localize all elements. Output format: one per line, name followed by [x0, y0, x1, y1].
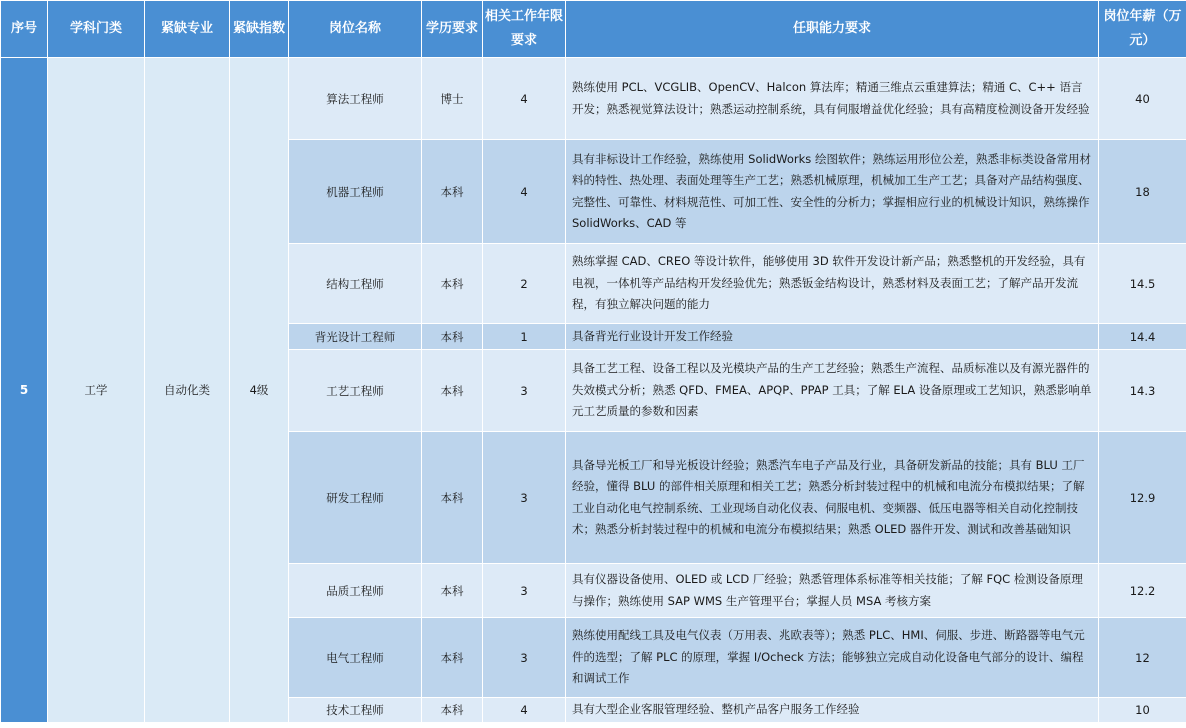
education-cell: 本科	[422, 140, 483, 244]
position-cell: 算法工程师	[289, 58, 422, 140]
salary-cell: 12.9	[1099, 432, 1186, 564]
position-cell: 研发工程师	[289, 432, 422, 564]
requirements-cell: 熟练使用 PCL、VCGLIB、OpenCV、Halcon 算法库；精通三维点云重建算法；精通 C、C++ 语言开发；熟悉视觉算法设计；熟悉运动控制系统，具有伺服增益优化经验；具有高精度检测设备开发经验	[566, 58, 1099, 140]
education-cell: 本科	[422, 324, 483, 350]
education-cell: 博士	[422, 58, 483, 140]
salary-cell: 40	[1099, 58, 1186, 140]
requirements-cell: 具有大型企业客服管理经验、整机产品客户服务工作经验	[566, 698, 1099, 723]
salary-cell: 18	[1099, 140, 1186, 244]
requirements-cell: 熟练使用配线工具及电气仪表（万用表、兆欧表等）；熟悉 PLC、HMI、伺服、步进、断路器等电气元件的选型；了解 PLC 的原理，掌握 I/Ocheck 方法；能够独立完成自动化设备电气部分的设计、编程和调试工作	[566, 618, 1099, 698]
header-index: 紧缺指数	[230, 1, 289, 58]
years-cell: 3	[483, 618, 566, 698]
years-cell: 3	[483, 350, 566, 432]
header-requirements: 任职能力要求	[566, 1, 1099, 58]
requirements-cell: 具备背光行业设计开发工作经验	[566, 324, 1099, 350]
header-education: 学历要求	[422, 1, 483, 58]
header-major: 紧缺专业	[145, 1, 230, 58]
position-cell: 工艺工程师	[289, 350, 422, 432]
position-cell: 结构工程师	[289, 244, 422, 324]
header-years: 相关工作年限要求	[483, 1, 566, 58]
salary-cell: 10	[1099, 698, 1186, 723]
education-cell: 本科	[422, 244, 483, 324]
table-row	[1, 58, 1186, 140]
salary-cell: 12	[1099, 618, 1186, 698]
salary-cell: 14.4	[1099, 324, 1186, 350]
position-cell: 电气工程师	[289, 618, 422, 698]
years-cell: 4	[483, 140, 566, 244]
position-cell: 背光设计工程师	[289, 324, 422, 350]
header-row	[1, 1, 1186, 58]
salary-cell: 12.2	[1099, 564, 1186, 618]
requirements-cell: 具有仪器设备使用、OLED 或 LCD 厂经验；熟悉管理体系标准等相关技能；了解 FQC 检测设备原理与操作；熟练使用 SAP WMS 生产管理平台；掌握人员 MSA 考核方案	[566, 564, 1099, 618]
position-cell: 品质工程师	[289, 564, 422, 618]
salary-cell: 14.3	[1099, 350, 1186, 432]
position-cell: 技术工程师	[289, 698, 422, 723]
requirements-cell: 具有非标设计工作经验，熟练使用 SolidWorks 绘图软件；熟练运用形位公差，熟悉非标类设备常用材料的特性、热处理、表面处理等生产工艺；熟悉机械原理，机械加工生产工艺；具备对产品结构强度、完整性、可靠性、材料规范性、可加工性、安全性的分析力；掌握相应行业的机械设计知识，熟练操作 SolidWorks、CAD 等	[566, 140, 1099, 244]
education-cell: 本科	[422, 698, 483, 723]
years-cell: 4	[483, 698, 566, 723]
years-cell: 3	[483, 564, 566, 618]
years-cell: 1	[483, 324, 566, 350]
group-major: 自动化类	[145, 58, 230, 723]
salary-cell: 14.5	[1099, 244, 1186, 324]
header-position: 岗位名称	[289, 1, 422, 58]
group-category: 工学	[48, 58, 145, 723]
group-index: 4级	[230, 58, 289, 723]
years-cell: 2	[483, 244, 566, 324]
header-salary: 岗位年薪（万元）	[1099, 1, 1186, 58]
years-cell: 4	[483, 58, 566, 140]
position-cell: 机器工程师	[289, 140, 422, 244]
education-cell: 本科	[422, 618, 483, 698]
group-seq: 5	[1, 58, 48, 723]
requirements-cell: 具备工艺工程、设备工程以及光模块产品的生产工艺经验；熟悉生产流程、品质标准以及有源光器件的失效模式分析；熟悉 QFD、FMEA、APQP、PPAP 工具；了解 ELA 设备原理或工艺知识，熟悉影响单元工艺质量的参数和因素	[566, 350, 1099, 432]
header-category: 学科门类	[48, 1, 145, 58]
years-cell: 3	[483, 432, 566, 564]
education-cell: 本科	[422, 432, 483, 564]
education-cell: 本科	[422, 350, 483, 432]
requirements-cell: 熟练掌握 CAD、CREO 等设计软件，能够使用 3D 软件开发设计新产品；熟悉整机的开发经验，具有电视，一体机等产品结构开发经验优先；熟悉钣金结构设计，熟悉材料及表面工艺；了解产品开发流程，有独立解决问题的能力	[566, 244, 1099, 324]
header-seq: 序号	[1, 1, 48, 58]
requirements-cell: 具备导光板工厂和导光板设计经验；熟悉汽车电子产品及行业，具备研发新品的技能；具有 BLU 工厂经验，懂得 BLU 的部件相关原理和相关工艺；熟悉分析封装过程中的机械和电流分布模拟结果；了解工业自动化电气控制系统、工业现场自动化仪表、伺服电机、变频器、低压电器等相关自动化控制技术；熟悉分析封装过程中的机械和电流分布模拟结果；熟悉 OLED 器件开发、测试和改善基础知识	[566, 432, 1099, 564]
education-cell: 本科	[422, 564, 483, 618]
